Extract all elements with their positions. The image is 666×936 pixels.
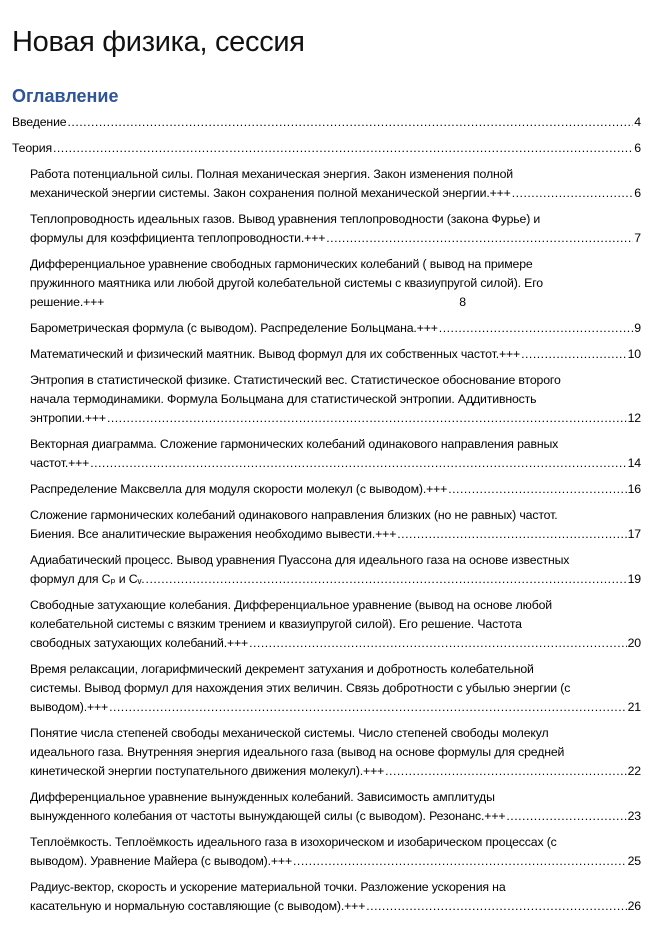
toc-entry-line (30, 724, 641, 743)
toc-entry-text: Теория (12, 141, 52, 155)
dot-leader (107, 409, 627, 428)
toc-entry-line (30, 274, 641, 293)
toc-page-number[interactable]: 7 (634, 231, 641, 245)
toc-entry-line (30, 762, 641, 781)
toc-entry-line (30, 345, 641, 364)
toc-entry-line (30, 551, 641, 570)
toc-entry-text: Дифференциальное уравнение свободных гармонических колебаний ( вывод на примере (30, 257, 533, 271)
toc-entry-line (12, 139, 641, 158)
toc-entry-text: системы. Вывод формул для нахождения этих величин. Связь добротности с убылью энергии (с (30, 681, 571, 695)
toc-page-number[interactable]: 12 (627, 411, 641, 425)
toc-entry-line (30, 788, 641, 807)
toc-entry[interactable] (0, 596, 666, 653)
toc-entry-text: Энтропия в статистической физике. Статистический вес. Статистическое обоснование второго (30, 373, 561, 387)
toc-entry-text: решение.+++ (30, 295, 105, 309)
toc-page-number[interactable]: 10 (627, 347, 641, 361)
toc-page-number[interactable]: 21 (627, 700, 641, 714)
toc-page-number[interactable]: 9 (634, 321, 641, 335)
dot-leader (293, 852, 627, 871)
toc-entry-text: Радиус-вектор, скорость и ускорение материальной точки. Разложение ускорения на (30, 880, 506, 894)
dot-leader (53, 139, 633, 158)
toc-entry[interactable] (0, 371, 666, 428)
toc-entry[interactable] (0, 660, 666, 717)
toc-entry-text: Теплопроводность идеальных газов. Вывод уравнения теплопроводности (закона Фурье) и (30, 212, 541, 226)
dot-leader (439, 319, 634, 338)
toc-entry-text: начала термодинамики. Формула Больцмана для статистической энтропии. Аддитивность (30, 392, 537, 406)
toc-entry[interactable] (0, 139, 666, 158)
toc-entry-line (30, 319, 641, 338)
table-of-contents (0, 113, 666, 923)
dot-leader (397, 525, 626, 544)
toc-entry-text: выводом). Уравнение Майера (с выводом).+++ (30, 854, 292, 868)
toc-entry-line (30, 852, 641, 871)
toc-entry-line (30, 506, 641, 525)
toc-entry-line (30, 698, 641, 717)
toc-entry-text: Адиабатический процесс. Вывод уравнения Пуассона для идеального газа на основе известных (30, 553, 570, 567)
toc-entry-line (30, 833, 641, 852)
toc-entry-line (30, 390, 641, 409)
toc-entry[interactable] (0, 319, 666, 338)
toc-entry[interactable] (0, 210, 666, 248)
toc-entry[interactable] (0, 435, 666, 473)
toc-entry-text: Введение (12, 115, 67, 129)
toc-entry-text: Работа потенциальной силы. Полная механическая энергия. Закон изменения полной (30, 167, 514, 181)
toc-entry[interactable] (0, 551, 666, 589)
toc-entry-line (30, 184, 641, 203)
toc-entry-line (30, 615, 641, 634)
toc-entry-line (30, 293, 641, 312)
toc-entry-text: Теплоёмкость. Теплоёмкость идеального газа в изохорическом и изобарическом процессах (с (30, 835, 557, 849)
toc-entry[interactable] (0, 255, 666, 312)
toc-page-number[interactable]: 16 (627, 482, 641, 496)
toc-entry-text: свободных затухающих колебаний.+++ (30, 636, 249, 650)
toc-entry-line (30, 897, 641, 916)
spacer (104, 293, 459, 312)
dot-leader (385, 762, 626, 781)
toc-entry-line (30, 807, 641, 826)
toc-entry-text: Дифференциальное уравнение вынужденных колебаний. Зависимость амплитуды (30, 790, 495, 804)
toc-entry-line (30, 454, 641, 473)
toc-entry-line (30, 634, 641, 653)
toc-entry-text: Распределение Максвелла для модуля скорости молекул (с выводом).+++ (30, 482, 448, 496)
dot-leader (90, 454, 626, 473)
toc-page-number[interactable]: 6 (634, 186, 641, 200)
toc-entry[interactable] (0, 506, 666, 544)
toc-entry-line (30, 660, 641, 679)
toc-entry-line (30, 743, 641, 762)
toc-entry-line (30, 229, 641, 248)
dot-leader (109, 698, 627, 717)
toc-entry-text: пружинного маятника или любой другой колебательной системы с квазиупругой силой). Его (30, 276, 543, 290)
toc-entry[interactable] (0, 165, 666, 203)
toc-page-number[interactable]: 25 (627, 854, 641, 868)
toc-entry-text: колебательной системы с вязким трением и квазиупругой силой). Его решение. Частота (30, 617, 522, 631)
toc-entry[interactable] (0, 345, 666, 364)
document-title: Новая физика, сессия (12, 26, 305, 58)
toc-entry-text: Понятие числа степеней свободы механической системы. Число степеней свободы молекул (30, 726, 549, 740)
toc-page-number[interactable]: 23 (627, 809, 641, 823)
toc-entry-text: идеального газа. Внутренняя энергия идеального газа (вывод на основе формулы для средней (30, 745, 565, 759)
toc-entry-text: Свободные затухающие колебания. Дифференциальное уравнение (вывод на основе любой (30, 598, 552, 612)
toc-entry-text: выводом).+++ (30, 700, 109, 714)
toc-entry-text: касательную и нормальную составляющие (с выводом).+++ (30, 899, 366, 913)
toc-entry[interactable] (0, 480, 666, 499)
dot-leader (506, 807, 626, 826)
toc-entry-line (30, 570, 641, 589)
toc-page-number[interactable]: 14 (627, 456, 641, 470)
dot-leader (448, 480, 626, 499)
toc-entry-text: формул для Cₚ и Cᵥ. (30, 572, 145, 586)
toc-entry-line (12, 113, 641, 132)
toc-entry-line (30, 679, 641, 698)
toc-entry[interactable] (0, 724, 666, 781)
toc-entry-line (30, 409, 641, 428)
toc-page-number[interactable]: 22 (627, 764, 641, 778)
toc-page-number[interactable]: 17 (627, 527, 641, 541)
toc-entry-text: Математический и физический маятник. Вывод формул для их собственных частот.+++ (30, 347, 521, 361)
toc-entry[interactable] (0, 113, 666, 132)
toc-entry-text: частот.+++ (30, 456, 90, 470)
toc-heading: Оглавление (12, 86, 119, 106)
toc-entry-text: Время релаксации, логарифмический декремент затухания и добротность колебательной (30, 662, 534, 676)
toc-entry-text: вынужденного колебания от частоты вынуждающей силы (с выводом). Резонанс.+++ (30, 809, 506, 823)
toc-entry-line (30, 525, 641, 544)
toc-entry-text: энтропии.+++ (30, 411, 106, 425)
toc-entry-line (30, 596, 641, 615)
dot-leader (366, 897, 626, 916)
toc-entry-line (30, 435, 641, 454)
dot-leader (512, 184, 634, 203)
toc-page-number[interactable]: 26 (627, 899, 641, 913)
dot-leader (146, 570, 627, 589)
toc-entry-text: Барометрическая формула (с выводом). Распределение Больцмана.+++ (30, 321, 438, 335)
toc-entry[interactable] (0, 878, 666, 916)
toc-entry-line (30, 210, 641, 229)
toc-entry-text: Биения. Все аналитические выражения необходимо вывести.+++ (30, 527, 397, 541)
toc-entry-line (30, 480, 641, 499)
toc-entry-text: формулы для коэффициента теплопроводности.+++ (30, 231, 326, 245)
toc-entry-text: механической энергии системы. Закон сохранения полной механической энергии.+++ (30, 186, 511, 200)
toc-entry-text: кинетической энергии поступательного движения молекул).+++ (30, 764, 385, 778)
dot-leader (249, 634, 627, 653)
toc-entry-line (30, 878, 641, 897)
dot-leader (326, 229, 633, 248)
toc-page-number[interactable]: 8 (459, 295, 466, 309)
toc-entry-line (30, 255, 641, 274)
toc-entry-text: Сложение гармонических колебаний одинакового направления близких (но не равных) частот. (30, 508, 558, 522)
toc-entry-line (30, 165, 641, 184)
toc-entry-text: Векторная диаграмма. Сложение гармонических колебаний одинакового направления равных (30, 437, 559, 451)
toc-entry-line (30, 371, 641, 390)
toc-page-number[interactable]: 6 (634, 141, 641, 155)
dot-leader (67, 113, 633, 132)
dot-leader (521, 345, 627, 364)
toc-page-number[interactable]: 19 (627, 572, 641, 586)
toc-entry[interactable] (0, 833, 666, 871)
toc-page-number[interactable]: 4 (634, 115, 641, 129)
toc-entry[interactable] (0, 788, 666, 826)
toc-page-number[interactable]: 20 (627, 636, 641, 650)
